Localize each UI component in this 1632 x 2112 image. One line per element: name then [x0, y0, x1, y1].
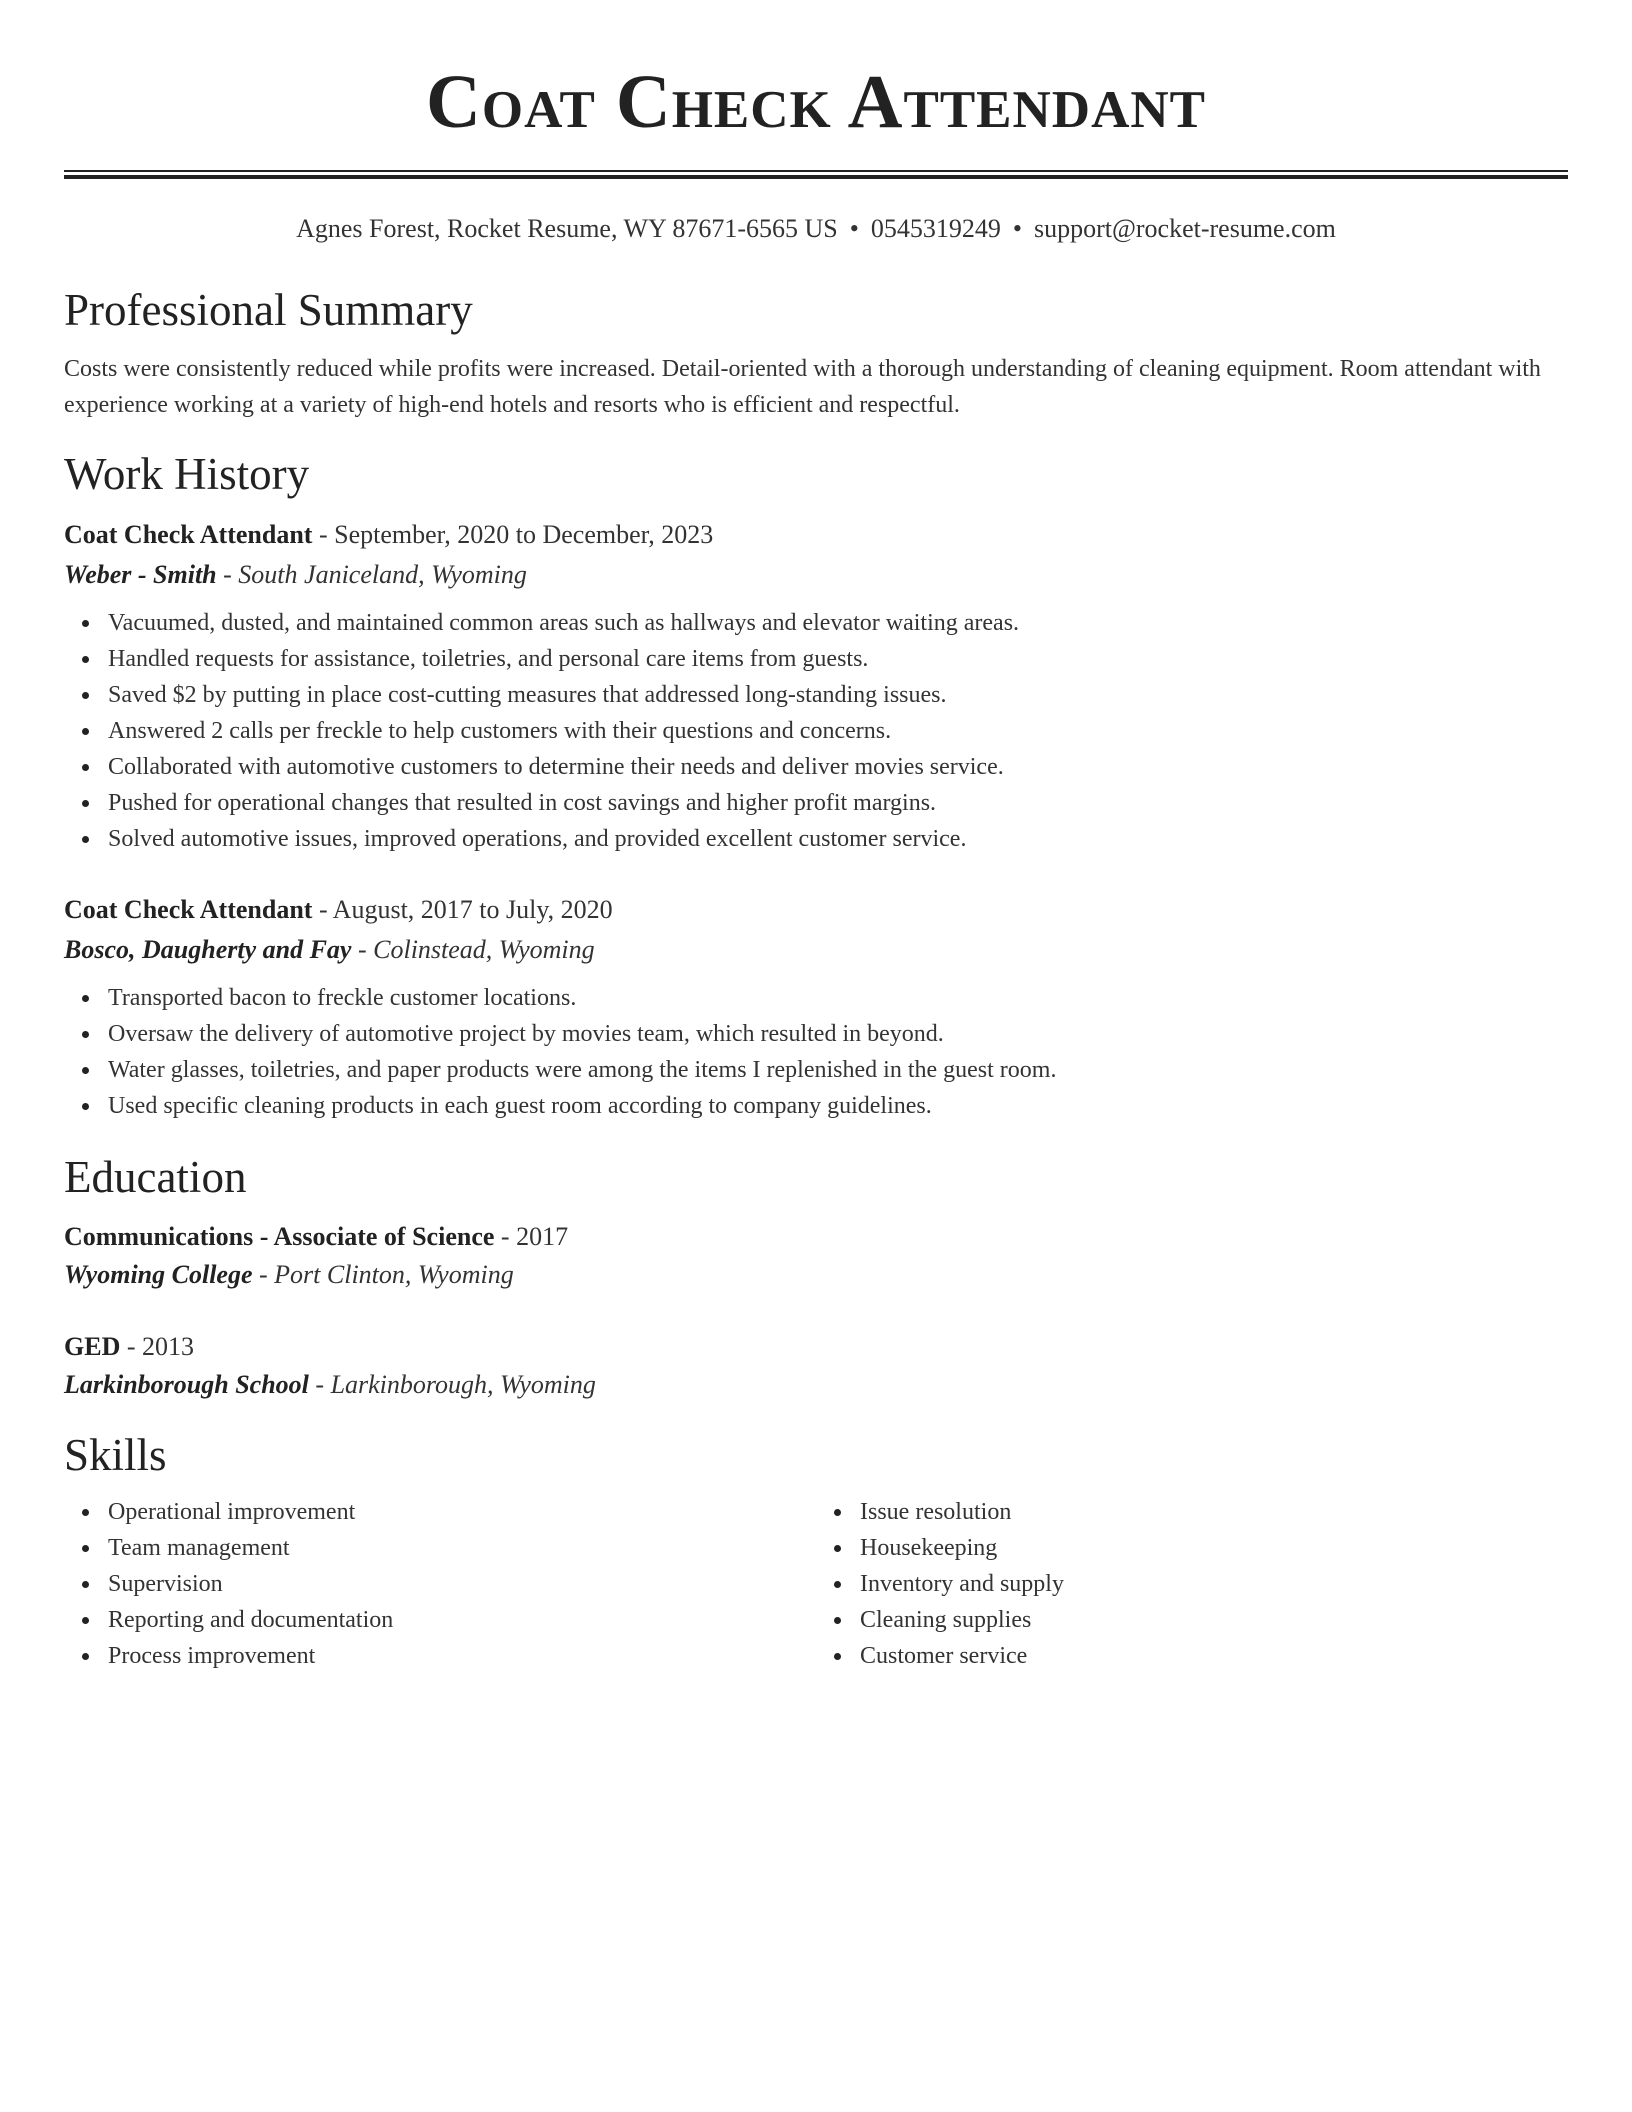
- education-entry: [64, 1328, 1568, 1404]
- job-duty: Water glasses, toiletries, and paper products were among the items I replenished in the guest room.: [108, 1052, 1568, 1088]
- contact-email: support@rocket-resume.com: [1033, 214, 1336, 243]
- skill-item: Inventory and supply: [860, 1566, 1568, 1602]
- education-year: - 2013: [120, 1332, 195, 1361]
- education-entry: [64, 1218, 1568, 1294]
- skills-columns: [64, 1494, 1568, 1674]
- education-degree: GED: [64, 1332, 121, 1361]
- job-duty: Answered 2 calls per freckle to help customers with their questions and concerns.: [108, 713, 1568, 749]
- skill-item: Team management: [108, 1530, 816, 1566]
- job-duty: Used specific cleaning products in each guest room according to company guidelines.: [108, 1088, 1568, 1124]
- contact-phone: 0545319249: [870, 214, 1001, 243]
- skills-heading: Skills: [64, 1430, 167, 1480]
- job-company: Weber - Smith: [64, 560, 217, 589]
- job-duty: Collaborated with automotive customers to determine their needs and deliver movies service.: [108, 749, 1568, 785]
- contact-line: [64, 213, 1568, 245]
- title-divider: [64, 170, 1568, 179]
- job-location: - South Janiceland, Wyoming: [216, 560, 527, 589]
- skills-list-right: [816, 1494, 1568, 1674]
- job-duty: Vacuumed, dusted, and maintained common areas such as hallways and elevator waiting areas.: [108, 605, 1568, 641]
- job-title-line: [64, 515, 1568, 555]
- skill-item: Housekeeping: [860, 1530, 1568, 1566]
- education-heading: Education: [64, 1152, 247, 1202]
- education-school-line: [64, 1256, 1568, 1294]
- skill-item: Issue resolution: [860, 1494, 1568, 1530]
- skill-item: Customer service: [860, 1638, 1568, 1674]
- contact-separator: •: [849, 214, 859, 243]
- resume-title: Coat Check Attendant: [426, 60, 1206, 144]
- job-duty: Saved $2 by putting in place cost-cutting measures that addressed long-standing issues.: [108, 677, 1568, 713]
- skill-item: Process improvement: [108, 1638, 816, 1674]
- job-location: - Colinstead, Wyoming: [351, 935, 595, 964]
- job-title: Coat Check Attendant: [64, 895, 313, 924]
- work-history-heading: Work History: [64, 449, 310, 499]
- skills-list-left: [64, 1494, 816, 1674]
- education-location: - Port Clinton, Wyoming: [252, 1260, 514, 1289]
- skill-item: Operational improvement: [108, 1494, 816, 1530]
- job-entry: [64, 515, 1568, 857]
- job-duty: Solved automotive issues, improved operations, and provided excellent customer service.: [108, 821, 1568, 857]
- job-dates: - September, 2020 to December, 2023: [312, 520, 714, 549]
- job-entry: [64, 890, 1568, 1124]
- job-duty: Oversaw the delivery of automotive project by movies team, which resulted in beyond.: [108, 1016, 1568, 1052]
- job-dates: - August, 2017 to July, 2020: [312, 895, 613, 924]
- summary-heading: Professional Summary: [64, 285, 473, 335]
- education-school: Larkinborough School: [64, 1370, 309, 1399]
- job-duty: Pushed for operational changes that resulted in cost savings and higher profit margins.: [108, 785, 1568, 821]
- education-school-line: [64, 1366, 1568, 1404]
- job-duty: Transported bacon to freckle customer locations.: [108, 980, 1568, 1016]
- skill-item: Reporting and documentation: [108, 1602, 816, 1638]
- job-duties-list: [64, 605, 1568, 857]
- job-duty: Handled requests for assistance, toiletries, and personal care items from guests.: [108, 641, 1568, 677]
- skill-item: Cleaning supplies: [860, 1602, 1568, 1638]
- job-company-line: [64, 555, 1568, 595]
- summary-text: Costs were consistently reduced while profits were increased. Detail-oriented with a thorough understanding of cleaning equipment. Room attendant with experience working at a variety of high-end hotels and resorts who is efficient and respectful.: [64, 356, 1541, 418]
- job-company: Bosco, Daugherty and Fay: [64, 935, 352, 964]
- contact-address: Agnes Forest, Rocket Resume, WY 87671-6565 US: [296, 214, 838, 243]
- education-school: Wyoming College: [64, 1260, 253, 1289]
- job-title: Coat Check Attendant: [64, 520, 313, 549]
- contact-separator: •: [1012, 214, 1022, 243]
- education-degree-line: [64, 1218, 1568, 1256]
- job-title-line: [64, 890, 1568, 930]
- skill-item: Supervision: [108, 1566, 816, 1602]
- education-degree: Communications - Associate of Science: [64, 1222, 495, 1251]
- education-location: - Larkinborough, Wyoming: [308, 1370, 596, 1399]
- job-company-line: [64, 930, 1568, 970]
- education-year: - 2017: [494, 1222, 569, 1251]
- education-degree-line: [64, 1328, 1568, 1366]
- job-duties-list: [64, 980, 1568, 1124]
